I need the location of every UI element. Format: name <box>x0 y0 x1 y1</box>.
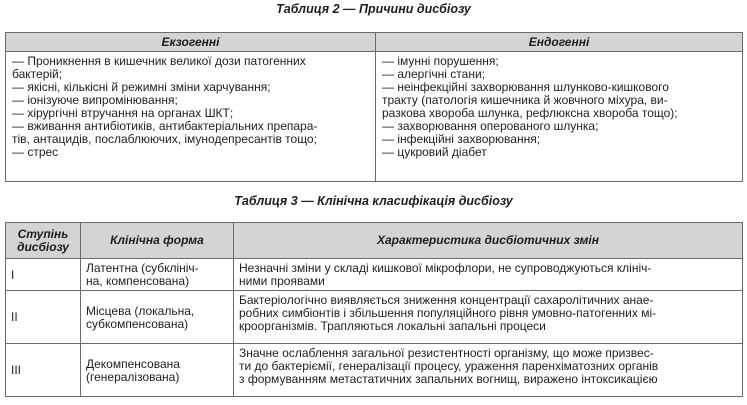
form-cell <box>81 259 234 291</box>
exogenous-line: — Проникнення в кишечник великої дози патогенних <box>12 54 306 68</box>
table2-caption: Таблиця 2 — Причини дисбіозу <box>276 2 471 16</box>
description-line: кроорганізмів. Трапляються локальні запальні процеси <box>239 319 546 333</box>
exogenous-cell <box>6 52 376 182</box>
degree-cell: II <box>6 291 81 344</box>
table3-caption: Таблиця 3 — Клінічна класифікація дисбіозу <box>234 194 513 208</box>
endogenous-line: — захворювання оперованого шлунка; <box>382 119 599 133</box>
table-row <box>6 291 743 344</box>
description-cell <box>234 344 743 397</box>
header-form: Клінічна форма <box>81 223 234 259</box>
description-line: робних симбіонтів і збільшення популяційного рівня умовно-патогенних мі- <box>239 306 657 320</box>
endogenous-cell <box>376 52 743 182</box>
table-row <box>6 259 743 291</box>
form-line: субкомпенсована) <box>86 316 189 331</box>
exogenous-line: — іонізуюче випромінювання; <box>12 93 178 107</box>
description-line: з формуванням метастатичних запальних вогнищ, виражено інтоксикацією <box>239 372 658 386</box>
form-cell <box>81 291 234 344</box>
exogenous-line: — якісні, кількісні й режимні зміни харчування; <box>12 80 271 94</box>
form-line: Декомпенсована <box>86 356 180 371</box>
degree-cell: I <box>6 259 81 291</box>
description-cell <box>234 291 743 344</box>
endogenous-line: — неінфекційні захворювання шлунково-кишкового <box>382 80 669 94</box>
exogenous-line: бактерій; <box>12 67 63 81</box>
exogenous-line: — вживання антибіотиків, антибактеріальних препара- <box>12 119 318 133</box>
table-row <box>6 344 743 397</box>
form-cell <box>81 344 234 397</box>
description-line: Бактеріологічно виявляється зниження концентрації сахаролітичних анае- <box>239 293 654 307</box>
endogenous-line: — імунні порушення; <box>382 54 499 68</box>
endogenous-line: тракту (патологія кишечника й жовчного міхура, ви- <box>382 93 668 107</box>
form-line: Місцева (локальна, <box>86 303 195 318</box>
endogenous-line: — цукровий діабет <box>382 145 487 159</box>
description-line: ними проявами <box>239 274 325 288</box>
form-line: Латентна (субклініч- <box>86 261 199 275</box>
endogenous-line: — інфекційні захворювання; <box>382 132 541 146</box>
description-line: ти до бактеріємії, генералізації процесу, ураження паренхіматозних органів <box>239 359 659 373</box>
exogenous-line: тів, антацидів, послаблюючих, імунодепресантів тощо; <box>12 132 317 146</box>
form-line: на, компенсована) <box>86 274 190 288</box>
header-degree: Ступінь дисбіозу <box>6 223 81 259</box>
exogenous-line: — стрес <box>12 145 59 159</box>
exogenous-line: — хірургічні втручання на органах ШКТ; <box>12 106 234 120</box>
description-line: Значне ослаблення загальної резистентності організму, що може призвес- <box>239 346 654 360</box>
endogenous-line: разкова хвороба шлунка, рефлюксна хвороба тощо); <box>382 106 678 120</box>
header-exogenous: Екзогенні <box>6 33 376 52</box>
description-line: Незначні зміни у складі кишкової мікрофлори, не супроводжуються клініч- <box>239 261 652 275</box>
endogenous-line: — алергічні стани; <box>382 67 485 81</box>
header-endogenous: Ендогенні <box>376 33 743 52</box>
description-cell <box>234 259 743 291</box>
form-line: (генералізована) <box>86 369 180 384</box>
header-characteristics: Характеристика дисбіотичних змін <box>234 223 743 259</box>
causes-table <box>5 32 743 182</box>
classification-table <box>5 222 743 397</box>
degree-cell: III <box>6 344 81 397</box>
